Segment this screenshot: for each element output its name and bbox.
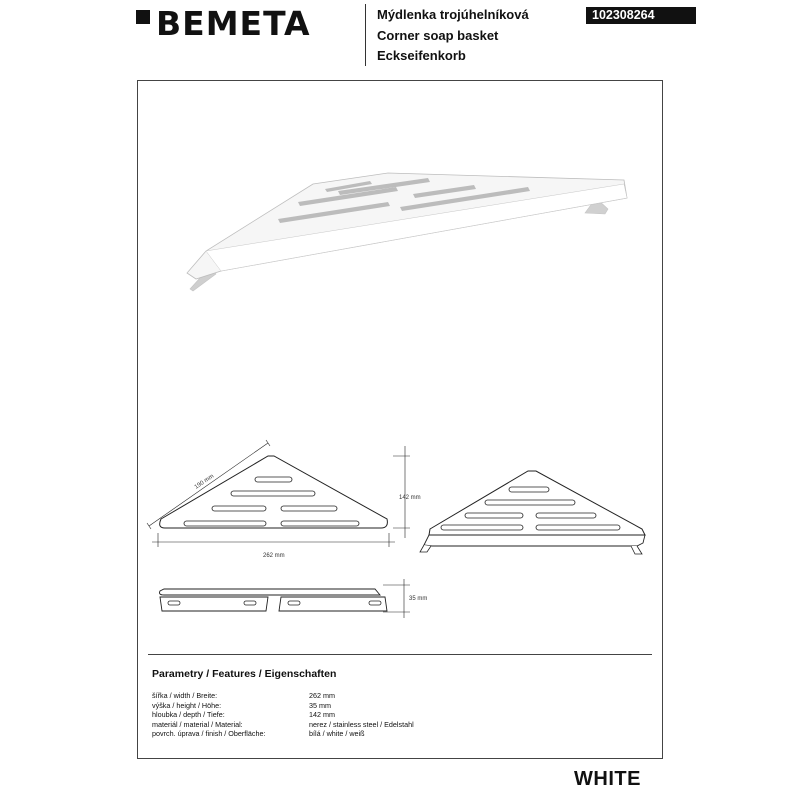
- technical-drawings: [138, 81, 662, 651]
- param-value: 142 mm: [309, 710, 335, 720]
- dim-142: 142 mm: [399, 495, 421, 501]
- param-row: [152, 701, 414, 711]
- param-label: hloubka / depth / Tiefe:: [152, 710, 225, 720]
- param-label: šířka / width / Breite:: [152, 691, 218, 700]
- perspective-view: [420, 471, 645, 554]
- param-value: 35 mm: [309, 700, 331, 710]
- header-divider: [365, 4, 366, 66]
- product-render: [187, 173, 627, 291]
- param-row: [152, 710, 414, 720]
- dim-262: 262 mm: [263, 553, 285, 559]
- param-label: výška / height / Höhe:: [152, 700, 222, 710]
- param-row: [152, 729, 414, 739]
- front-view: [160, 579, 428, 618]
- title-de: Eckseifenkorb: [377, 48, 466, 63]
- dim-190: 190 mm: [193, 473, 216, 491]
- param-value: 262 mm: [309, 691, 335, 700]
- param-label: materiál / material / Material:: [152, 719, 243, 729]
- param-row: [152, 720, 414, 730]
- title-en: Corner soap basket: [377, 27, 499, 43]
- section-divider: [148, 654, 652, 655]
- product-code: 102308264: [586, 7, 696, 24]
- finish-label: WHITE: [574, 768, 641, 790]
- product-titles: [377, 5, 529, 67]
- param-value: nerez / stainless steel / Edelstahl: [309, 719, 414, 729]
- param-value: bílá / white / weiß: [309, 729, 365, 739]
- parameters-table: [152, 691, 414, 739]
- param-row: [152, 691, 414, 701]
- param-label: povrch. úprava / finish / Oberfläche:: [152, 729, 266, 739]
- logo-text: BEMETA: [156, 4, 311, 43]
- top-view: [147, 440, 421, 559]
- dim-35: 35 mm: [409, 596, 428, 602]
- parameters-title: Parametry / Features / Eigenschaften: [152, 668, 337, 680]
- logo-mark: [136, 10, 150, 24]
- brand-logo: [136, 6, 311, 42]
- spec-frame: [137, 80, 663, 759]
- title-cz: Mýdlenka trojúhelníková: [377, 7, 529, 22]
